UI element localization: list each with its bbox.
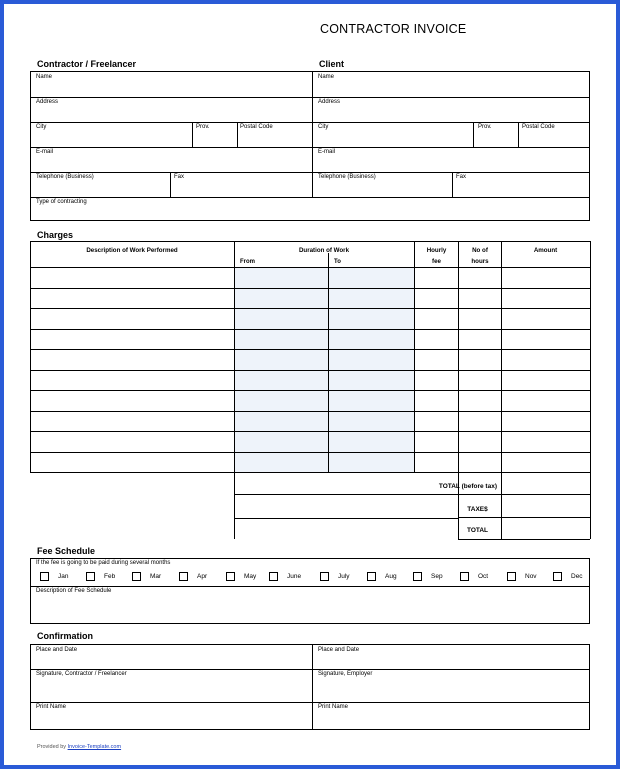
charges-row-line <box>30 329 590 330</box>
checkbox-aug[interactable] <box>367 572 376 581</box>
footer-link[interactable]: Invoice-Template.com <box>67 744 122 750</box>
col-hours-header-1: No of <box>472 247 488 254</box>
month-label-oct: Oct <box>478 573 489 580</box>
month-label-july: July <box>338 573 350 580</box>
page-title: CONTRACTOR INVOICE <box>320 22 467 36</box>
totals-bottom-line <box>458 539 590 540</box>
col-from-header: From <box>240 259 255 265</box>
charges-right-border <box>590 241 591 539</box>
totals-line <box>458 517 590 518</box>
fee-schedule-block <box>30 558 590 624</box>
charges-left-border <box>30 241 31 472</box>
checkbox-nov[interactable] <box>507 572 516 581</box>
checkbox-jan[interactable] <box>40 572 49 581</box>
client-address-field[interactable]: Address <box>318 99 341 105</box>
col-description-header: Description of Work Performed <box>86 247 178 254</box>
charges-row-line <box>30 452 590 453</box>
charges-col-line <box>328 253 329 472</box>
charges-heading: Charges <box>37 230 74 240</box>
checkbox-apr[interactable] <box>179 572 188 581</box>
contractor-postal-field[interactable]: Postal Code <box>240 124 273 130</box>
checkbox-sep[interactable] <box>413 572 422 581</box>
contractor-address-field[interactable]: Address <box>36 99 59 105</box>
contractor-email-field[interactable]: E-mail <box>36 149 54 155</box>
checkbox-july[interactable] <box>320 572 329 581</box>
print-name-right-field[interactable]: Print Name <box>318 704 349 710</box>
totals-line <box>234 518 458 519</box>
signature-contractor-field[interactable]: Signature, Contractor / Freelancer <box>36 671 127 677</box>
charges-row-line <box>30 411 590 412</box>
charges-row-line <box>30 390 590 391</box>
fee-schedule-heading: Fee Schedule <box>37 546 96 556</box>
charges-row-line <box>30 472 590 473</box>
client-postal-field[interactable]: Postal Code <box>522 124 555 130</box>
footer-provided-by: Provided by <box>37 744 67 750</box>
contracting-type-field[interactable]: Type of contracting <box>36 199 87 205</box>
total-before-tax-label: TOTAL (before tax) <box>438 483 497 490</box>
col-hours-header-2: hours <box>471 258 489 265</box>
checkbox-mar[interactable] <box>132 572 141 581</box>
contractor-city-field[interactable]: City <box>36 124 47 130</box>
month-label-sep: Sep <box>431 573 443 580</box>
contact-block <box>30 71 590 221</box>
contractor-name-field[interactable]: Name <box>36 74 53 80</box>
charges-top-border <box>30 241 590 242</box>
contractor-telephone-field[interactable]: Telephone (Business) <box>36 174 94 180</box>
charges-header-border <box>30 267 590 268</box>
month-label-jan: Jan <box>58 573 69 580</box>
col-to-header: To <box>334 259 341 265</box>
month-label-dec: Dec <box>571 573 583 580</box>
charges-row-line <box>30 349 590 350</box>
charges-row-line <box>30 288 590 289</box>
fee-schedule-note: If the fee is going to be paid during several months <box>36 560 171 566</box>
print-name-left-field[interactable]: Print Name <box>36 704 67 710</box>
confirmation-block <box>30 644 590 730</box>
signature-employer-field[interactable]: Signature, Employer <box>318 671 373 677</box>
client-heading: Client <box>319 59 345 69</box>
confirmation-heading: Confirmation <box>37 631 93 641</box>
month-label-may: May <box>244 573 257 580</box>
fee-schedule-description-field[interactable]: Description of Fee Schedule <box>36 588 112 594</box>
checkbox-feb[interactable] <box>86 572 95 581</box>
totals-col-line <box>458 494 459 539</box>
charges-row-line <box>30 370 590 371</box>
month-label-mar: Mar <box>150 573 162 580</box>
client-fax-field[interactable]: Fax <box>456 174 467 180</box>
contractor-heading: Contractor / Freelancer <box>37 59 137 69</box>
place-date-left-field[interactable]: Place and Date <box>36 647 78 653</box>
client-name-field[interactable]: Name <box>318 74 335 80</box>
place-date-right-field[interactable]: Place and Date <box>318 647 360 653</box>
totals-line <box>234 494 590 495</box>
checkbox-dec[interactable] <box>553 572 562 581</box>
total-label: TOTAL <box>466 527 489 534</box>
col-hourly-header-2: fee <box>432 258 441 265</box>
col-duration-header: Duration of Work <box>298 247 350 254</box>
contractor-fax-field[interactable]: Fax <box>174 174 185 180</box>
charges-row-line <box>30 431 590 432</box>
month-label-feb: Feb <box>104 573 116 580</box>
checkbox-may[interactable] <box>226 572 235 581</box>
month-label-june: June <box>287 573 302 580</box>
month-label-apr: Apr <box>197 573 208 580</box>
footer-credit <box>37 744 121 750</box>
month-label-aug: Aug <box>385 573 397 580</box>
taxes-label: TAXE$ <box>467 506 488 513</box>
month-label-nov: Nov <box>525 573 537 580</box>
client-prov-field[interactable]: Prov. <box>478 124 492 130</box>
checkbox-oct[interactable] <box>460 572 469 581</box>
col-amount-header: Amount <box>533 247 558 254</box>
client-city-field[interactable]: City <box>318 124 329 130</box>
charges-row-line <box>30 308 590 309</box>
charges-col-line <box>414 241 415 472</box>
col-hourly-header-1: Hourly <box>426 247 447 254</box>
client-telephone-field[interactable]: Telephone (Business) <box>318 174 376 180</box>
contractor-prov-field[interactable]: Prov. <box>196 124 210 130</box>
checkbox-june[interactable] <box>269 572 278 581</box>
client-email-field[interactable]: E-mail <box>318 149 336 155</box>
